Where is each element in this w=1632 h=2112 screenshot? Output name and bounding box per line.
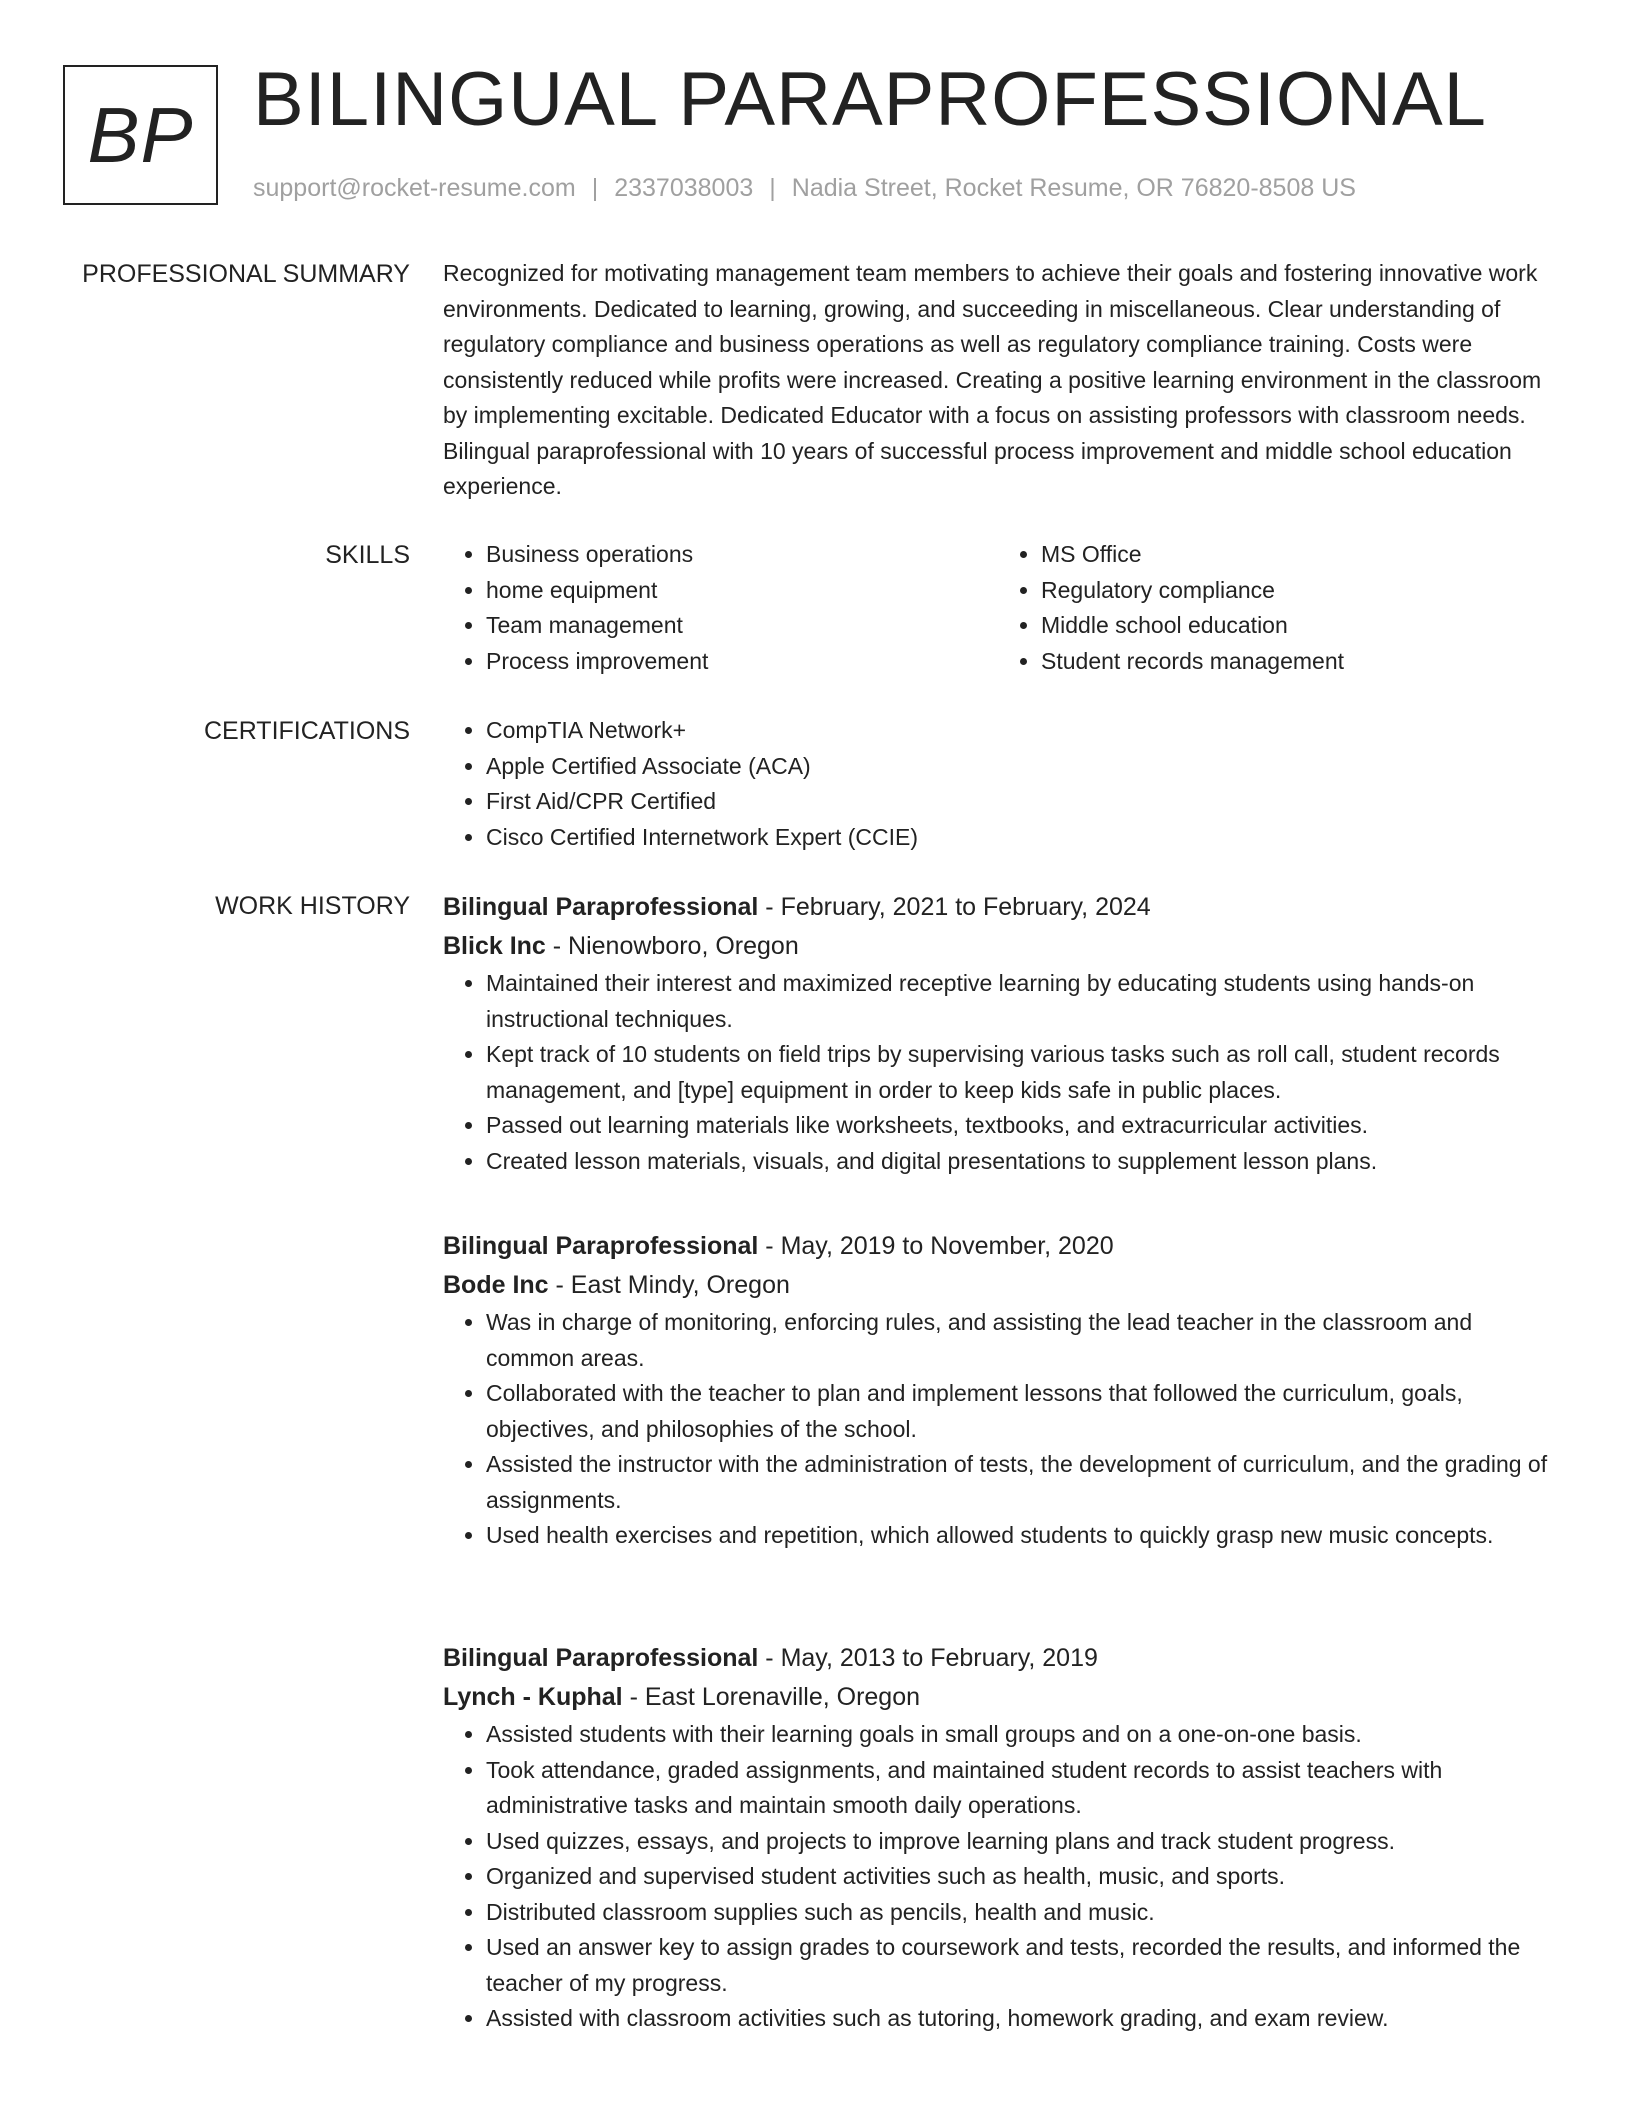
job-bullet: • Created lesson materials, visuals, and digital presentations to supplement lesson plans. (486, 1144, 1553, 1180)
job-bullet: • Passed out learning materials like worksheets, textbooks, and extracurricular activities. (486, 1108, 1553, 1144)
job-bullet: • Was in charge of monitoring, enforcing rules, and assisting the lead teacher in the classroom and common areas. (486, 1305, 1553, 1376)
job-bullets (443, 1717, 1553, 2037)
job-dates: - May, 2013 to February, 2019 (758, 1644, 1098, 1672)
job-bullet: • Took attendance, graded assignments, and maintained student records to assist teachers with administrative tasks and maintain smooth daily operations. (486, 1753, 1553, 1824)
job-bullet: • Organized and supervised student activities such as health, music, and sports. (486, 1859, 1553, 1895)
job-dates: - February, 2021 to February, 2024 (758, 893, 1151, 921)
job-bullet: • Assisted with classroom activities such as tutoring, homework grading, and exam review. (486, 2001, 1553, 2037)
job-title-line (443, 1227, 1553, 1266)
skills-list-right (998, 537, 1553, 679)
work-history-label: WORK HISTORY (215, 892, 410, 920)
job-entry (443, 1639, 1553, 2037)
job-bullet: • Maintained their interest and maximized receptive learning by educating students using hands-on instructional techniques. (486, 966, 1553, 1037)
skill-item: • Regulatory compliance (1041, 573, 1553, 609)
job-location: - East Lorenaville, Oregon (622, 1683, 921, 1711)
job-company-line (443, 1678, 1553, 1717)
skill-item: • Student records management (1041, 644, 1553, 680)
summary-label: PROFESSIONAL SUMMARY (82, 260, 410, 288)
skill-item: • Process improvement (486, 644, 998, 680)
job-bullet: • Assisted students with their learning goals in small groups and on a one-on-one basis. (486, 1717, 1553, 1753)
job-dates: - May, 2019 to November, 2020 (758, 1232, 1114, 1260)
job-title: Bilingual Paraprofessional (443, 893, 759, 921)
job-title: Bilingual Paraprofessional (443, 1232, 759, 1260)
job-bullets (443, 966, 1553, 1179)
monogram-logo: BP (63, 65, 218, 205)
skills-grid (443, 537, 1553, 679)
skills-list-left (443, 537, 998, 679)
job-company: Blick Inc (443, 932, 546, 960)
skill-item: • MS Office (1041, 537, 1553, 573)
contact-phone[interactable]: 2337038003 (614, 174, 754, 202)
job-bullet: • Assisted the instructor with the administration of tests, the development of curriculum, and the grading of assignments. (486, 1447, 1553, 1518)
job-entry (443, 888, 1553, 1179)
contact-line (253, 172, 1356, 204)
certification-item: • Cisco Certified Internetwork Expert (CCIE) (486, 820, 1553, 856)
skill-item: • Middle school education (1041, 608, 1553, 644)
job-bullet: • Used an answer key to assign grades to coursework and tests, recorded the results, and informed the teacher of my progress. (486, 1930, 1553, 2001)
job-title: Bilingual Paraprofessional (443, 1644, 759, 1672)
job-bullet: • Kept track of 10 students on field trips by supervising various tasks such as roll call, student records management, and [type] equipment in order to keep kids safe in public places. (486, 1037, 1553, 1108)
job-company-line (443, 927, 1553, 966)
certification-item: • CompTIA Network+ (486, 713, 1553, 749)
skills-label: SKILLS (325, 541, 410, 569)
summary-text: Recognized for motivating management team members to achieve their goals and fostering innovative work environments. Dedicated to learning, growing, and succeeding in miscellaneous. Clear understanding of regulatory compliance and business operations as well as regulatory compliance training. Costs were consistently reduced while profits were increased. Creating a positive learning environment in the classroom by implementing excitable. Dedicated Educator with a focus on assisting professors with classroom needs. Bilingual paraprofessional with 10 years of successful process improvement and middle school education experience. (443, 260, 1542, 499)
job-bullets (443, 1305, 1553, 1554)
certifications-label: CERTIFICATIONS (203, 717, 410, 745)
certification-item: • Apple Certified Associate (ACA) (486, 749, 1553, 785)
certification-item: • First Aid/CPR Certified (486, 784, 1553, 820)
job-location: - Nienowboro, Oregon (545, 932, 799, 960)
job-company: Bode Inc (443, 1271, 549, 1299)
job-title-line (443, 1639, 1553, 1678)
job-location: - East Mindy, Oregon (548, 1271, 790, 1299)
skill-item: • home equipment (486, 573, 998, 609)
job-bullet: • Collaborated with the teacher to plan and implement lessons that followed the curriculum, goals, objectives, and philosophies of the school. (486, 1376, 1553, 1447)
job-bullet: • Used health exercises and repetition, which allowed students to quickly grasp new music concepts. (486, 1518, 1553, 1554)
skill-item: • Team management (486, 608, 998, 644)
job-bullet: • Used quizzes, essays, and projects to improve learning plans and track student progress. (486, 1824, 1553, 1860)
job-entry (443, 1227, 1553, 1554)
skill-item: • Business operations (486, 537, 998, 573)
certifications-list (443, 713, 1553, 855)
contact-separator: | (591, 174, 599, 202)
contact-separator: | (769, 174, 776, 202)
contact-email[interactable]: support@rocket-resume.com (253, 174, 576, 202)
job-company: Lynch - Kuphal (443, 1683, 623, 1711)
resume-name: BILINGUAL PARAPROFESSIONAL (253, 57, 1487, 142)
job-company-line (443, 1266, 1553, 1305)
contact-address: Nadia Street, Rocket Resume, OR 76820-8508 US (791, 174, 1356, 202)
job-title-line (443, 888, 1553, 927)
job-bullet: • Distributed classroom supplies such as pencils, health and music. (486, 1895, 1553, 1931)
